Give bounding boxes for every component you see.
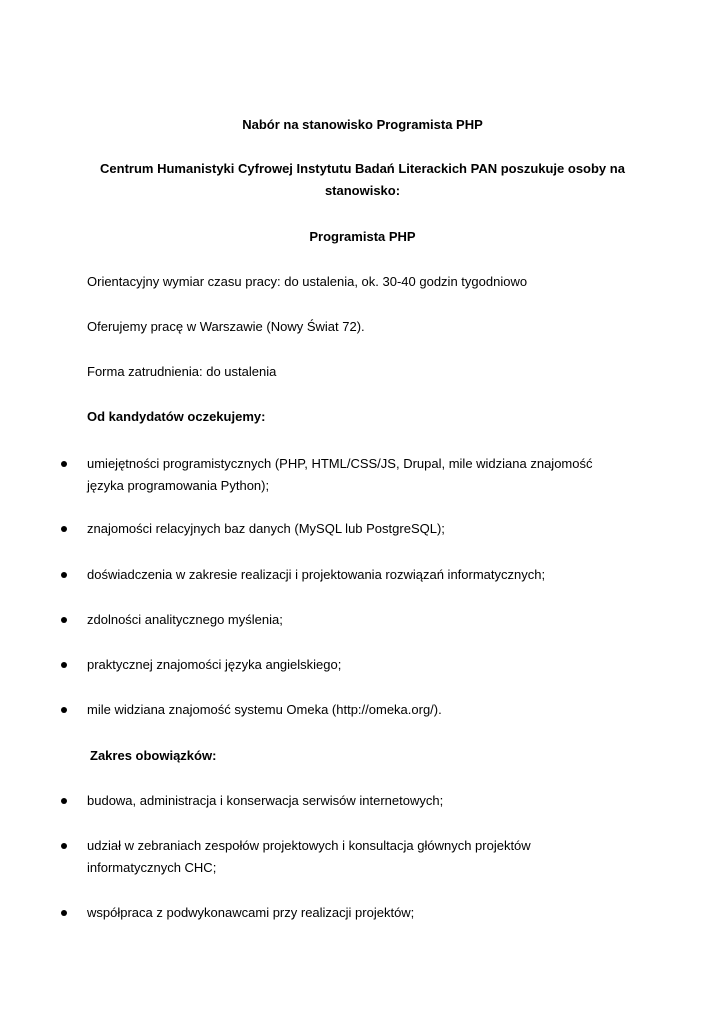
bullet-icon — [61, 572, 67, 578]
bullet-icon — [61, 461, 67, 467]
bullet-icon — [61, 526, 67, 532]
list-item: praktycznej znajomości języka angielskiego; — [87, 657, 342, 672]
worktime-text: Orientacyjny wymiar czasu pracy: do ustalenia, ok. 30-40 godzin tygodniowo — [87, 274, 528, 289]
list-item-line: umiejętności programistycznych (PHP, HTML/CSS/JS, Drupal, mile widziana znajomość — [87, 456, 593, 471]
list-item-line: informatycznych CHC; — [87, 860, 217, 875]
list-item: budowa, administracja i konserwacja serwisów internetowych; — [87, 793, 444, 808]
requirements-heading: Od kandydatów oczekujemy: — [87, 409, 266, 424]
list-item: zdolności analitycznego myślenia; — [87, 612, 283, 627]
list-item: doświadczenia w zakresie realizacji i projektowania rozwiązań informatycznych; — [87, 567, 546, 582]
document-title: Nabór na stanowisko Programista PHP — [242, 117, 483, 132]
bullet-icon — [61, 910, 67, 916]
list-item-line: udział w zebraniach zespołów projektowych i konsultacja głównych projektów — [87, 838, 531, 853]
list-item: mile widziana znajomość systemu Omeka (http://omeka.org/). — [87, 702, 442, 717]
list-item: współpraca z podwykonawcami przy realizacji projektów; — [87, 905, 415, 920]
list-item — [87, 835, 647, 879]
intro-line-2: stanowisko: — [324, 183, 401, 198]
employment-text: Forma zatrudnienia: do ustalenia — [87, 364, 277, 379]
list-item: znajomości relacyjnych baz danych (MySQL lub PostgreSQL); — [87, 521, 445, 536]
list-item-line: języka programowania Python); — [87, 478, 270, 493]
bullet-icon — [61, 662, 67, 668]
location-text: Oferujemy pracę w Warszawie (Nowy Świat 72). — [87, 319, 365, 334]
intro-line-1: Centrum Humanistyki Cyfrowej Instytutu Badań Literackich PAN poszukuje osoby na — [100, 161, 625, 176]
bullet-icon — [61, 843, 67, 849]
bullet-icon — [61, 707, 67, 713]
bullet-icon — [61, 798, 67, 804]
list-item — [87, 453, 647, 497]
bullet-icon — [61, 617, 67, 623]
position-name: Programista PHP — [309, 229, 416, 244]
duties-heading: Zakres obowiązków: — [90, 748, 217, 763]
